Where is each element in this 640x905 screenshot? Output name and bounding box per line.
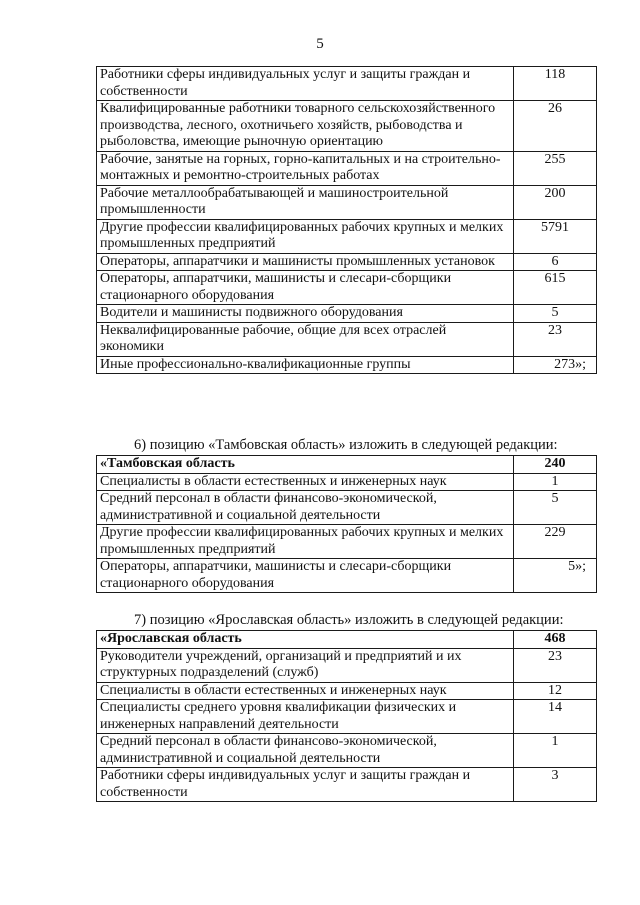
tambov-quota-table bbox=[96, 455, 597, 593]
table-row bbox=[97, 648, 597, 682]
region-name-cell: «Тамбовская область bbox=[97, 456, 514, 474]
quota-value-cell: 1 bbox=[514, 473, 597, 491]
quota-value-cell: 3 bbox=[514, 768, 597, 802]
table-row bbox=[97, 185, 597, 219]
region-header-row bbox=[97, 456, 597, 474]
profession-cell: Операторы, аппаратчики и машинисты промышленных установок bbox=[97, 253, 514, 271]
table-row bbox=[97, 101, 597, 152]
quota-value-cell: 273»; bbox=[514, 356, 597, 374]
profession-cell: Специалисты среднего уровня квалификации физических и инженерных направлений деятельности bbox=[97, 700, 514, 734]
profession-cell: Операторы, аппаратчики, машинисты и слесари-сборщики стационарного оборудования bbox=[97, 271, 514, 305]
quota-value-cell: 255 bbox=[514, 151, 597, 185]
profession-cell: Квалифицированные работники товарного сельскохозяйственного производства, лесного, охотничьего хозяйств, рыбоводства и рыболовства, имеющие рыночную ориентацию bbox=[97, 101, 514, 152]
profession-cell: Специалисты в области естественных и инженерных наук bbox=[97, 473, 514, 491]
profession-cell: Средний персонал в области финансово-экономической, административной и социальной деятельности bbox=[97, 491, 514, 525]
quota-value-cell: 1 bbox=[514, 734, 597, 768]
quota-value-cell: 200 bbox=[514, 185, 597, 219]
profession-cell: Работники сферы индивидуальных услуг и защиты граждан и собственности bbox=[97, 67, 514, 101]
quota-value-cell: 615 bbox=[514, 271, 597, 305]
table-row bbox=[97, 253, 597, 271]
table-row bbox=[97, 491, 597, 525]
yaroslavl-quota-table bbox=[96, 630, 597, 802]
profession-cell: Работники сферы индивидуальных услуг и защиты граждан и собственности bbox=[97, 768, 514, 802]
profession-cell: Другие профессии квалифицированных рабочих крупных и мелких промышленных предприятий bbox=[97, 219, 514, 253]
profession-cell: Водители и машинисты подвижного оборудования bbox=[97, 305, 514, 323]
amendment-paragraph-7: 7) позицию «Ярославская область» изложить в следующей редакции: bbox=[134, 612, 564, 628]
table-row bbox=[97, 322, 597, 356]
table-row bbox=[97, 734, 597, 768]
quota-value-cell: 5 bbox=[514, 491, 597, 525]
quota-value-cell: 5791 bbox=[514, 219, 597, 253]
region-total-cell: 468 bbox=[514, 631, 597, 649]
profession-cell: Операторы, аппаратчики, машинисты и слесари-сборщики стационарного оборудования bbox=[97, 559, 514, 593]
quota-value-cell: 5»; bbox=[514, 559, 597, 593]
table-row bbox=[97, 700, 597, 734]
quota-value-cell: 26 bbox=[514, 101, 597, 152]
quota-value-cell: 23 bbox=[514, 648, 597, 682]
table-row bbox=[97, 356, 597, 374]
table-row bbox=[97, 67, 597, 101]
table-row bbox=[97, 473, 597, 491]
profession-cell: Руководители учреждений, организаций и предприятий и их структурных подразделений (служб) bbox=[97, 648, 514, 682]
table-row bbox=[97, 151, 597, 185]
region-name-cell: «Ярославская область bbox=[97, 631, 514, 649]
profession-cell: Рабочие, занятые на горных, горно-капитальных и на строительно-монтажных и ремонтно-строительных работах bbox=[97, 151, 514, 185]
profession-cell: Неквалифицированные рабочие, общие для всех отраслей экономики bbox=[97, 322, 514, 356]
region-total-cell: 240 bbox=[514, 456, 597, 474]
page-number: 5 bbox=[316, 36, 324, 52]
table-row bbox=[97, 768, 597, 802]
quota-value-cell: 229 bbox=[514, 525, 597, 559]
table-row bbox=[97, 559, 597, 593]
quota-value-cell: 5 bbox=[514, 305, 597, 323]
amendment-paragraph-6: 6) позицию «Тамбовская область» изложить в следующей редакции: bbox=[134, 437, 558, 453]
table-row bbox=[97, 219, 597, 253]
table-row bbox=[97, 525, 597, 559]
quota-table-continuation bbox=[96, 66, 597, 374]
quota-value-cell: 118 bbox=[514, 67, 597, 101]
quota-value-cell: 6 bbox=[514, 253, 597, 271]
profession-cell: Специалисты в области естественных и инженерных наук bbox=[97, 682, 514, 700]
quota-value-cell: 12 bbox=[514, 682, 597, 700]
profession-cell: Другие профессии квалифицированных рабочих крупных и мелких промышленных предприятий bbox=[97, 525, 514, 559]
table-row bbox=[97, 305, 597, 323]
table-row bbox=[97, 682, 597, 700]
profession-cell: Рабочие металлообрабатывающей и машиностроительной промышленности bbox=[97, 185, 514, 219]
profession-cell: Иные профессионально-квалификационные группы bbox=[97, 356, 514, 374]
region-header-row bbox=[97, 631, 597, 649]
profession-cell: Средний персонал в области финансово-экономической, административной и социальной деятельности bbox=[97, 734, 514, 768]
table-row bbox=[97, 271, 597, 305]
quota-value-cell: 23 bbox=[514, 322, 597, 356]
quota-value-cell: 14 bbox=[514, 700, 597, 734]
